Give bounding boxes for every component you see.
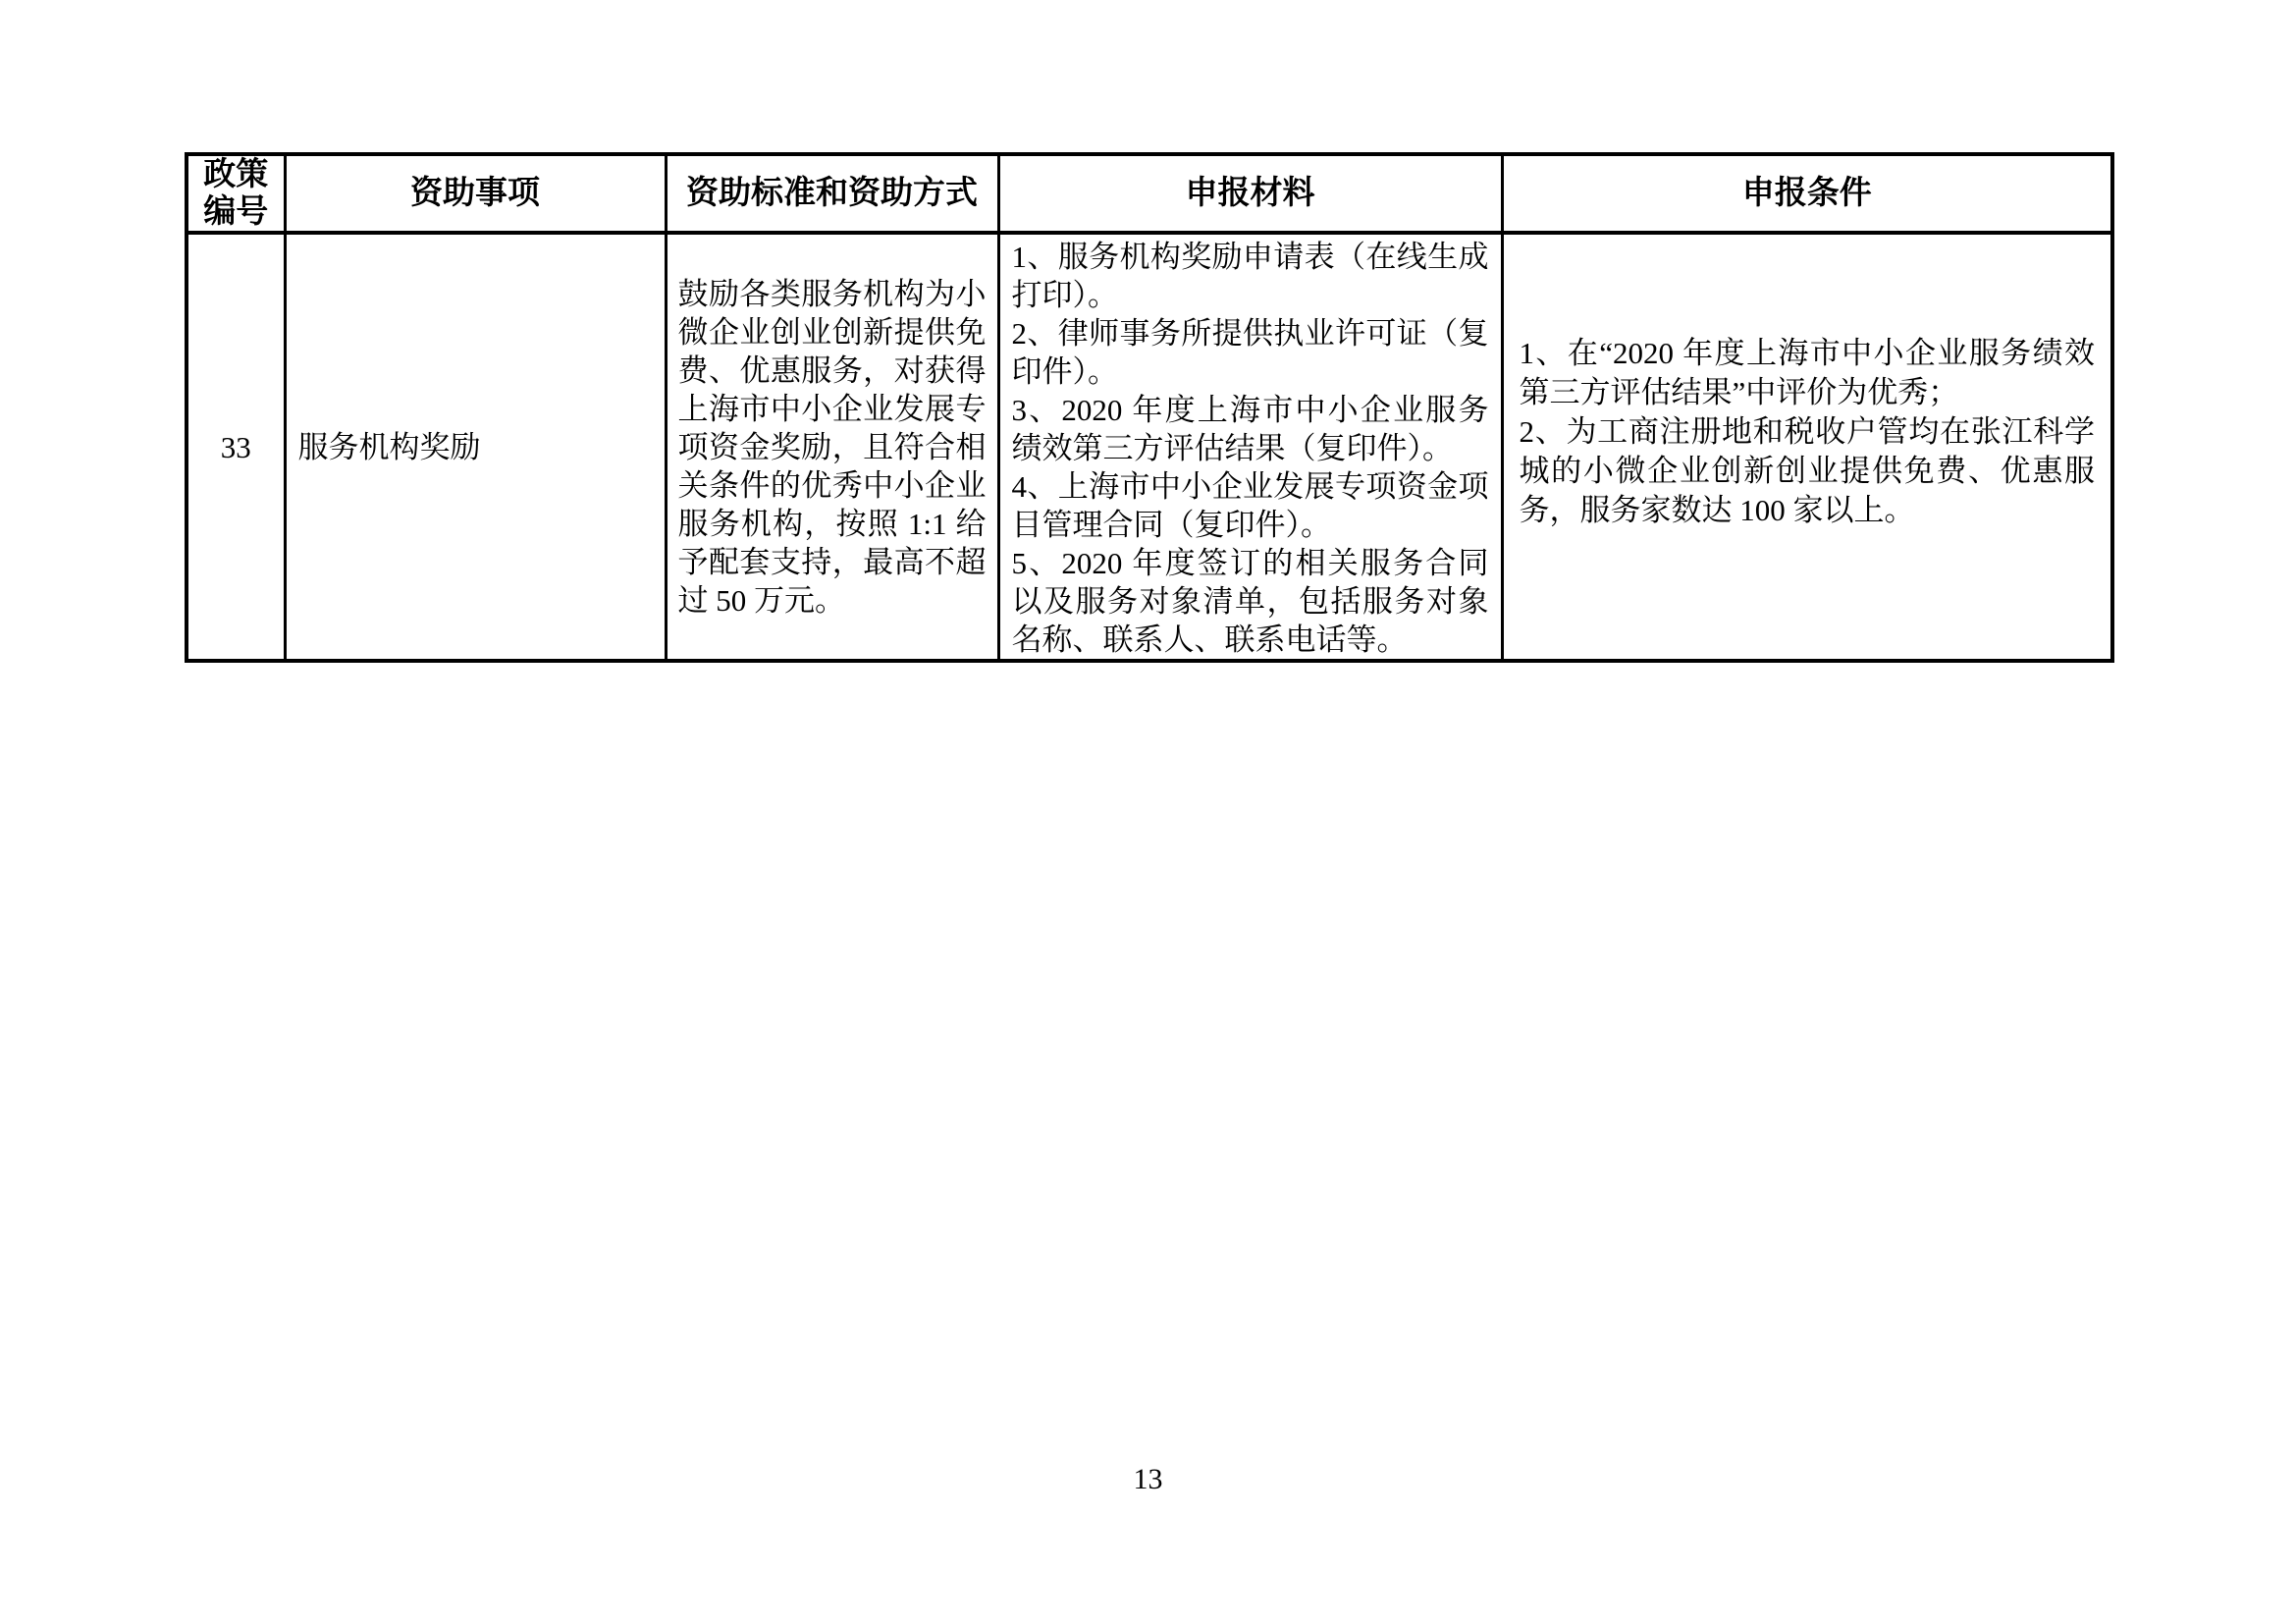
header-funding-item: 资助事项 bbox=[285, 154, 666, 233]
material-item: 2、律师事务所提供执业许可证（复印件）。 bbox=[1011, 316, 1489, 389]
condition-item: 2、为工商注册地和税收户管均在张江科学城的小微企业创新创业提供免费、优惠服务，服务家数达 100 家以上。 bbox=[1519, 414, 2095, 527]
cell-application-conditions bbox=[1502, 233, 2112, 661]
condition-item: 1、在“2020 年度上海市中小企业服务绩效第三方评估结果”中评价为优秀； bbox=[1519, 336, 2095, 409]
cell-policy-number: 33 bbox=[187, 233, 285, 661]
cell-funding-item: 服务机构奖励 bbox=[285, 233, 666, 661]
table-header-row bbox=[187, 154, 2112, 233]
material-item: 4、上海市中小企业发展专项资金项目管理合同（复印件）。 bbox=[1011, 469, 1489, 542]
header-policy-number: 政策编号 bbox=[187, 154, 285, 233]
cell-funding-standard: 鼓励各类服务机构为小微企业创业创新提供免费、优惠服务，对获得上海市中小企业发展专项资金奖励，且符合相关条件的优秀中小企业服务机构，按照 1:1 给予配套支持，最高不超过 50 万元。 bbox=[666, 233, 998, 661]
header-funding-standard: 资助标准和资助方式 bbox=[666, 154, 998, 233]
material-item: 1、服务机构奖励申请表（在线生成打印）。 bbox=[1011, 240, 1489, 312]
cell-application-materials bbox=[998, 233, 1502, 661]
material-item: 3、2020 年度上海市中小企业服务绩效第三方评估结果（复印件）。 bbox=[1011, 393, 1489, 465]
header-application-materials: 申报材料 bbox=[998, 154, 1502, 233]
material-item: 5、2020 年度签订的相关服务合同以及服务对象清单，包括服务对象名称、联系人、联系电话等。 bbox=[1011, 546, 1489, 657]
policy-table bbox=[185, 152, 2114, 663]
header-application-conditions: 申报条件 bbox=[1502, 154, 2112, 233]
page-number: 13 bbox=[1133, 1463, 1163, 1495]
table-row bbox=[187, 233, 2112, 661]
